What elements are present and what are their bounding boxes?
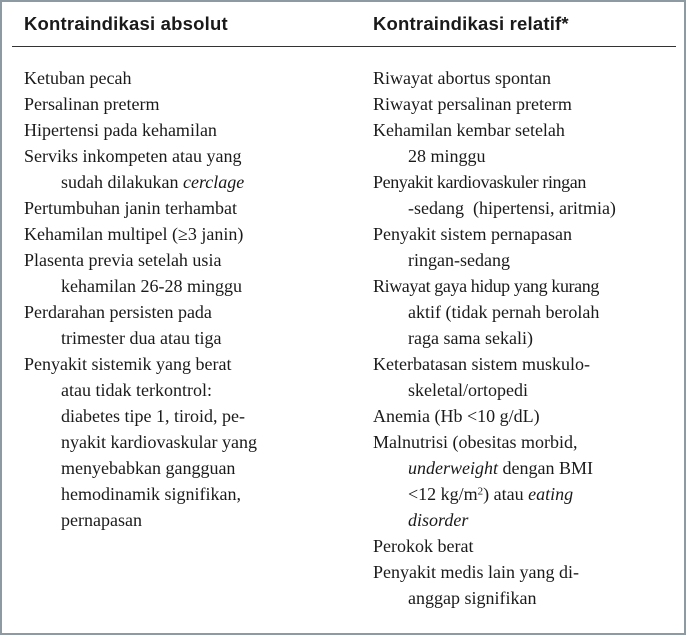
list-item: Plasenta previa setelah usia kehamilan 26-28 minggu bbox=[24, 250, 242, 296]
list-item: Penyakit sistemik yang berat atau tidak terkontrol: diabetes tipe 1, tiroid, pe- nyakit kardiovaskular yang menyebabkan gangguan hemodinamik signifikan, pernapasan bbox=[24, 354, 257, 530]
list-item: Kehamilan multipel (≥3 janin) bbox=[24, 224, 244, 244]
relative-contraindication-list bbox=[373, 65, 675, 611]
header-relative-contraindication: Kontraindikasi relatif* bbox=[373, 13, 569, 34]
list-item: Anemia (Hb <10 g/dL) bbox=[373, 406, 540, 426]
list-item: Malnutrisi (obesitas morbid, underweight dengan BMI <12 $kg/m^2$) atau eating disorder bbox=[373, 432, 593, 530]
list-item: Perokok berat bbox=[373, 536, 474, 556]
list-item: Kehamilan kembar setelah 28 minggu bbox=[373, 120, 565, 166]
list-item: Penyakit medis lain yang di- anggap signifikan bbox=[373, 562, 579, 608]
header-absolute-contraindication: Kontraindikasi absolut bbox=[24, 13, 228, 34]
list-item: Perdarahan persisten pada trimester dua atau tiga bbox=[24, 302, 222, 348]
list-item: Persalinan preterm bbox=[24, 94, 160, 114]
absolute-contraindication-list bbox=[24, 65, 354, 533]
list-item: Riwayat gaya hidup yang kurang aktif (tidak pernah berolah raga sama sekali) bbox=[373, 276, 600, 348]
list-item: Ketuban pecah bbox=[24, 68, 132, 88]
list-item: Serviks inkompeten atau yang sudah dilakukan cerclage bbox=[24, 146, 245, 192]
list-item: Hipertensi pada kehamilan bbox=[24, 120, 217, 140]
list-item: Keterbatasan sistem muskulo- skeletal/ortopedi bbox=[373, 354, 590, 400]
list-item: Penyakit sistem pernapasan ringan-sedang bbox=[373, 224, 572, 270]
list-item: Riwayat abortus spontan bbox=[373, 68, 551, 88]
list-item: Riwayat persalinan preterm bbox=[373, 94, 572, 114]
list-item: Pertumbuhan janin terhambat bbox=[24, 198, 237, 218]
list-item: Penyakit kardiovaskuler ringan -sedang (hipertensi, aritmia) bbox=[373, 172, 616, 218]
table-header-row bbox=[2, 2, 684, 46]
header-divider bbox=[12, 46, 676, 47]
